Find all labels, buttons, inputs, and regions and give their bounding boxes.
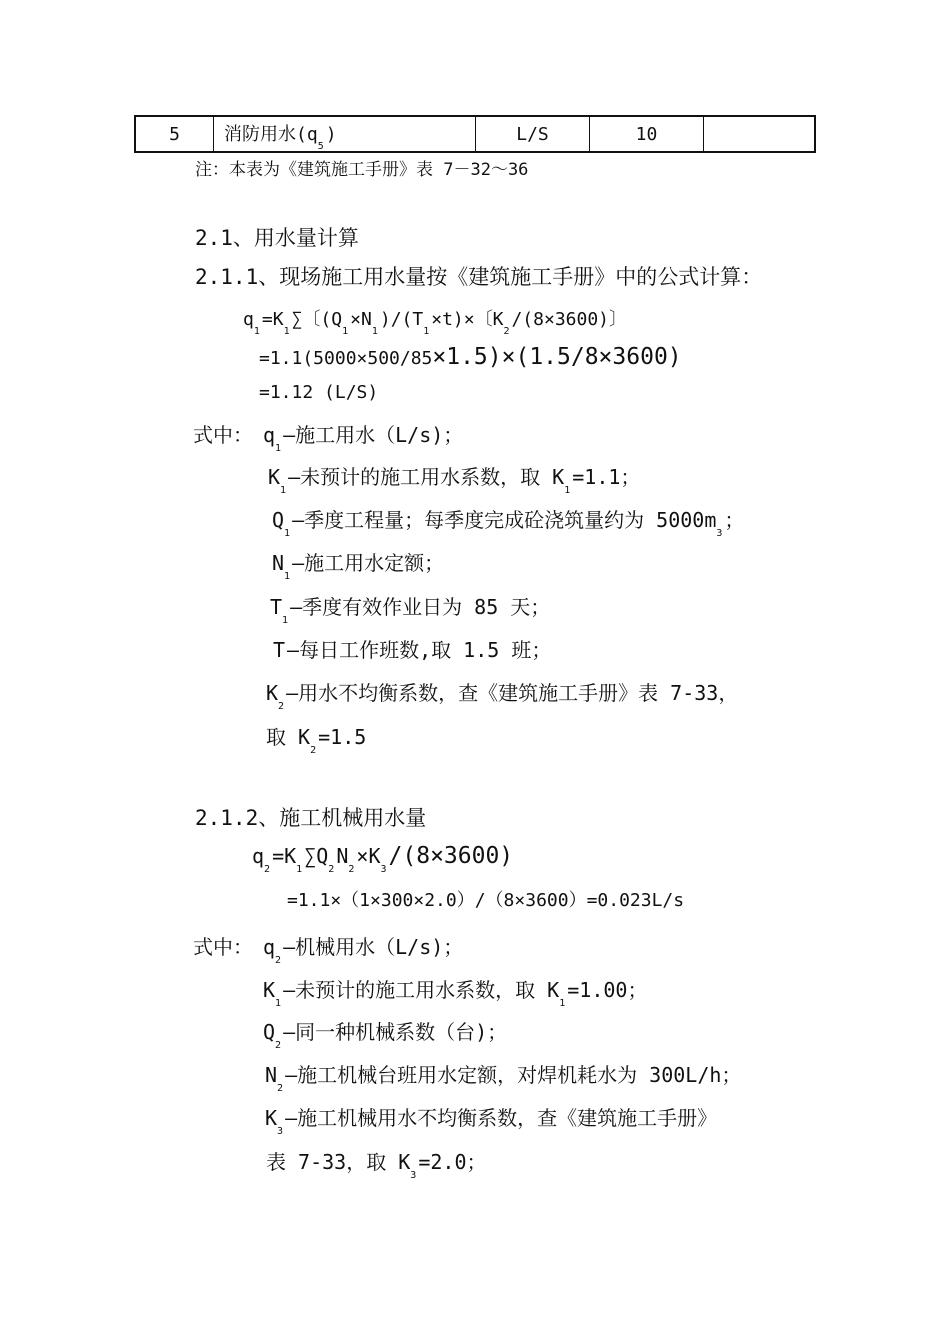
subsection-heading-2: 2.1.2、施工机械用水量 <box>195 806 427 830</box>
section-heading: 2.1、用水量计算 <box>195 226 359 250</box>
definition-line: T —每日工作班数,取 1.5 班； <box>273 638 552 662</box>
subsection-heading: 2.1.1、现场施工用水量按《建筑施工手册》中的公式计算： <box>195 265 763 289</box>
definition-line: $T_1—$季度有效作业日为 85 天； <box>270 595 551 626</box>
table-cell-value: 10 <box>590 117 704 151</box>
definition-line: $K_2—$用水不均衡系数，查《建筑施工手册》表 7-33， <box>266 681 739 712</box>
calc-line-3: =1.1×（1×300×2.0）/（8×3600）=0.023L/s <box>287 890 685 911</box>
table-note: 注：本表为《建筑施工手册》表 7－32～36 <box>195 160 529 180</box>
calc-line-2: =1.12 (L/S) <box>259 382 379 403</box>
table-cell-no: 5 <box>136 117 214 151</box>
where-label: 式中： <box>193 423 253 447</box>
formula-q1: $q_1=K_1\sum$〔$(Q_1\times N_1)/(T_1\times t)\times$〔$K_2/(8\times 3600)$〕 <box>243 309 628 337</box>
table-cell-remark <box>704 117 816 151</box>
table-cell-item: 消防用水$(q_5)$ <box>214 117 476 151</box>
where-label-2: 式中： <box>193 935 253 959</box>
definition-line: $K_1—$未预计的施工用水系数，取 $K_1=1.00$； <box>263 978 648 1009</box>
definition-line: $K_3—$施工机械用水不均衡系数，查《建筑施工手册》 <box>265 1106 718 1137</box>
data-table <box>134 115 816 153</box>
definition-line: $N_1—$施工用水定额； <box>272 551 445 582</box>
definition-line: $q_1—$施工用水（L/s)； <box>263 423 464 454</box>
definition-line: $N_2—$施工机械台班用水定额，对焊机耗水为 300L/h； <box>265 1063 742 1094</box>
definition-line: $q_2—$机械用水（L/s)； <box>263 935 464 966</box>
definition-line: $Q_2—$同一种机械系数（台)； <box>263 1020 508 1051</box>
table-cell-unit: L/S <box>476 117 590 151</box>
definition-line: $K_1—$未预计的施工用水系数，取 $K_1=1.1$； <box>268 465 641 496</box>
definition-line: $Q_1—$季度工程量；每季度完成砼浇筑量约为 $5000m_3$； <box>272 508 745 539</box>
def-continuation-2: 表 7-33，取 $K_3=2.0$； <box>266 1150 487 1181</box>
formula-q2: $q_2=K_1\sum Q_2N_2\times K_3/(8\times 3600)$ <box>252 843 514 875</box>
calc-line-1: =1.1(5000×500/85×1.5)×(1.5/8×3600) <box>259 344 682 370</box>
def-continuation: 取 $K_2=1.5$ <box>266 725 367 756</box>
